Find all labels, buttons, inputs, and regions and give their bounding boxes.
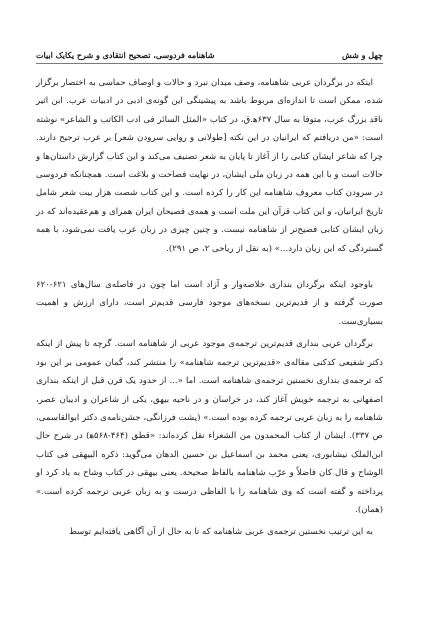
book-title: شاهنامه فردوسی، تصحیح انتقادی و شرح یکایک ابیات — [36, 50, 215, 60]
page-number: چهل و شش — [341, 50, 383, 60]
paragraph-3: برگردان عربی بنداری قدیم‌ترین ترجمه‌ی موجود عربی از شاهنامه است. گرچه تا پیش از اینکه دکتر شفیعی کدکنی مقاله‌ی «قدیم‌ترین ترجمه شاهنامه» را منتشر کند، گمان عمومی بر این بود که ترجمه‌ی بنداری نخستین ترجمه‌ی شاهنامه است. اما «... از حدود یک قرن قبل از اینکه بنداری اصفهانی به ترجمه خویش آغاز کند، در خراسان و در ناحیه بیهق، یکی از شاعران و ادیبان عصر، شاهنامه را به زبان عربی ترجمه کرده بوده است.» (پشت فرزانگی، جشن‌نامه‌ی دکتر ابوالقاسمی، ص ۳۳۷). ایشان از کتاب المحمدون من الشعراء نقل کرده‌اند: «قطق (۴۶۴-۵۶۸ه‍) در شرح حال ابن‌الملک نیشابوری، یعنی محمد بن اسماعیل بن حسین الدهان می‌گوید: ذکره البیهقی فی کتاب الوشاح و قال کان فاضلاً و عرّب شاهنامه بالفاظ صحیحة. یعنی بیهقی در کتاب وشاح به یاد کرد او پرداخته و گفته است که وی شاهنامه را با الفاظی درست و به زبان عربی ترجمه کرده است.» (همان). — [36, 339, 383, 515]
page-header — [36, 50, 383, 64]
paragraph-1: اینکه در برگردان عربی شاهنامه، وصف میدان نبرد و حالات و اوصاف حماسی به اختصار برگزار شده، ممکن است تا اندازه‌ای مربوط باشد به پیشینگی این گونه‌ی ادبی در ادبیات عرب. ابن اثیر ناقد بزرگ عرب، متوفا به سال ۶۳۷ه‍.ق، در کتاب «المثل السائر فی ادب الکاتب و الشاعر» نوشته است: «من دریافتم که ایرانیان در این نکته [طولانی و روایی سرودن شعر] بر عرب ترجیح دارند. چرا که شاعر ایشان کتابی را از آغاز تا پایان به شعر تصنیف می‌کند و این کتاب گزارش داستان‌ها و حالات است و با این همه در زبان ملی ایشان، در نهایت فصاحت و بلاغت است. همچنانکه فردوسی در سرودن کتاب معروف شاهنامه این کار را کرده است. و این کتاب شصت هزار بیت شعر شامل تاریخ ایرانیان، و این کتاب قرآن این ملت است و همه‌ی فصیحان ایران همرای و هم‌عقیده‌اند که در زبان ایشان کتابی فصیح‌تر از شاهنامه نیست. و چنین چیزی در زبان عرب یافت نمی‌شود، با همه گستردگی که این زبان دارد...» (به نقل از ریاحی ۲، ص ۲۹۱). — [36, 78, 383, 254]
paragraph-2: باوجود اینکه برگردان بنداری خلاصه‌وار و آزاد است اما چون در فاصله‌ی سال‌های ۶۲۱-۶۲۰ صورت گرفته و از قدیم‌ترین نسخه‌های موجود فارسی قدیم‌تر است، دارای ارزش و اهمیت بسیاری‌ست. — [36, 280, 383, 327]
paragraph-4: به این ترتیب نخستین ترجمه‌ی عربی شاهنامه که تا به حال از آن آگاهی یافته‌ایم توسط — [68, 527, 373, 538]
page-body — [36, 74, 383, 542]
